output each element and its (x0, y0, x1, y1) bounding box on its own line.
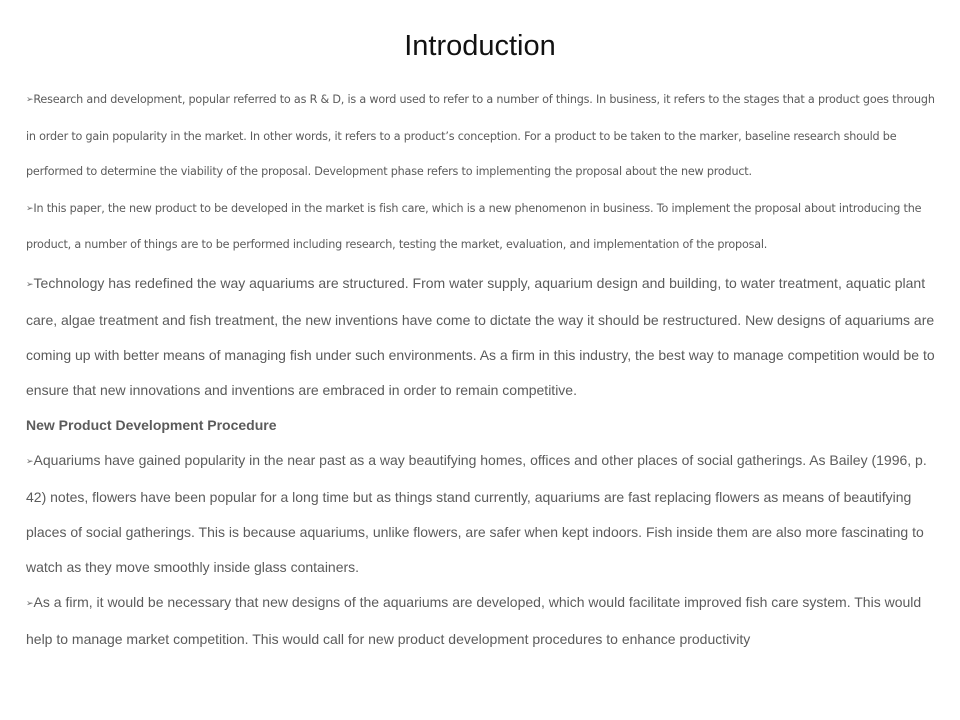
paragraph-aquarium-popularity (26, 443, 940, 585)
paragraph-new-designs (26, 585, 940, 657)
slide-body (26, 82, 940, 657)
arrow-bullet-icon: ➢ (26, 279, 34, 290)
arrow-bullet-icon: ➢ (26, 598, 34, 609)
paragraph-text: Research and development, popular referred to as R & D, is a word used to refer to a number of things. In business, it refers to the stages that a product goes through in order to gain popularity in the market. In other words, it refers to a product’s conception. For a product to be taken to the marker, baseline research should be performed to determine the viability of the proposal. Development phase refers to implementing the proposal about the new product. (26, 93, 935, 178)
paragraph-rnd-definition (26, 82, 940, 190)
slide-title: Introduction (404, 30, 556, 62)
paragraph-text: In this paper, the new product to be developed in the market is fish care, which is a new phenomenon in business. To implement the proposal about introducing the product, a number of things are to be performed including research, testing the market, evaluation, and implementation of the proposal. (26, 201, 922, 251)
paragraph-technology (26, 266, 940, 408)
paragraph-text: As a firm, it would be necessary that new designs of the aquariums are developed, which would facilitate improved fish care system. This would help to manage market competition. This would call for new product development procedures to enhance productivity (26, 593, 922, 647)
arrow-bullet-icon: ➢ (26, 203, 34, 214)
arrow-bullet-icon: ➢ (26, 95, 34, 105)
paragraph-text: Aquariums have gained popularity in the near past as a way beautifying homes, offices and other places of social gatherings. As Bailey (1996, p. 42) notes, flowers have been popular for a long time but as things stand currently, aquariums are fast replacing flowers as means of beautifying places of social gatherings. This is because aquariums, unlike flowers, are safer when kept indoors. Fish inside them are also more fascinating to watch as they move smoothly inside glass containers. (26, 451, 927, 575)
arrow-bullet-icon: ➢ (26, 456, 34, 467)
section-heading: New Product Development Procedure (26, 416, 277, 433)
paragraph-text: Technology has redefined the way aquariums are structured. From water supply, aquarium design and building, to water treatment, aquatic plant care, algae treatment and fish treatment, the new inventions have come to dictate the way it should be restructured. New designs of aquariums are coming up with better means of managing fish under such environments. As a firm in this industry, the best way to manage competition would be to ensure that new innovations and inventions are embraced in order to remain competitive. (26, 274, 935, 398)
paragraph-fish-care-product (26, 191, 940, 263)
